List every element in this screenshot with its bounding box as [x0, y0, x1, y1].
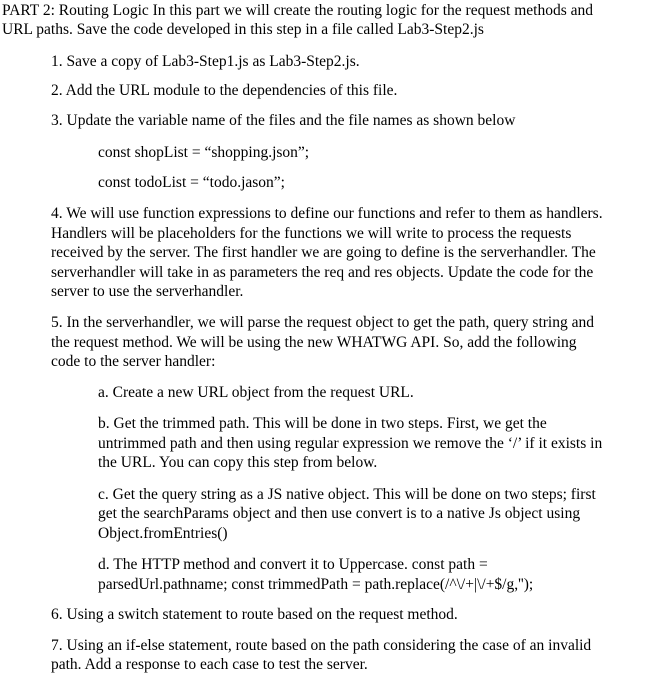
- step-4-line: Handlers will be placeholders for the functions we will write to process the requests: [51, 225, 572, 242]
- substep-b-line: untrimmed path and then using regular expression we remove the ‘/’ if it exists in: [98, 435, 603, 452]
- step-4-line: serverhandler will take in as parameters the req and res objects. Update the code for the: [51, 264, 594, 281]
- step-5-line: the request method. We will be using the new WHATWG API. So, add the following: [51, 334, 577, 351]
- substep-c-line: c. Get the query string as a JS native object. This will be done on two steps; first: [98, 486, 596, 503]
- code-line-shoplist: const shopList = “shopping.json”;: [98, 144, 310, 161]
- intro-line: URL paths. Save the code developed in this step in a file called Lab3-Step2.js: [2, 21, 484, 38]
- step-3: 3. Update the variable name of the files and the file names as shown below: [51, 112, 516, 129]
- intro-line: PART 2: Routing Logic In this part we will create the routing logic for the request methods and: [2, 2, 593, 19]
- step-1: 1. Save a copy of Lab3-Step1.js as Lab3-Step2.js.: [51, 53, 360, 70]
- substep-c-line: Object.fromEntries(): [98, 525, 228, 542]
- step-5-line: code to the server handler:: [51, 353, 216, 370]
- substep-c-line: get the searchParams object and then use convert is to a native Js object using: [98, 505, 581, 522]
- substep-d-line: parsedUrl.pathname; const trimmedPath = path.replace(/^\/+|\/+$/g,'');: [98, 576, 534, 593]
- substep-b-line: b. Get the trimmed path. This will be done in two steps. First, we get the: [98, 415, 547, 432]
- step-2: 2. Add the URL module to the dependencies of this file.: [51, 82, 398, 99]
- step-4-line: server to use the serverhandler.: [51, 283, 244, 300]
- step-7-line: path. Add a response to each case to test the server.: [51, 656, 368, 673]
- step-5-line: 5. In the serverhandler, we will parse the request object to get the path, query string and: [51, 314, 594, 331]
- substep-d-line: d. The HTTP method and convert it to Uppercase. const path =: [98, 556, 488, 573]
- code-line-todolist: const todoList = “todo.jason”;: [98, 174, 285, 191]
- substep-b-line: the URL. You can copy this step from below.: [98, 454, 378, 471]
- step-4-line: 4. We will use function expressions to define our functions and refer to them as handlers.: [51, 205, 603, 222]
- substep-a: a. Create a new URL object from the request URL.: [98, 384, 414, 401]
- step-6: 6. Using a switch statement to route based on the request method.: [51, 606, 458, 623]
- step-4-line: received by the server. The first handler we are going to define is the serverhandler. The: [51, 244, 596, 261]
- step-7-line: 7. Using an if-else statement, route based on the path considering the case of an invalid: [51, 637, 592, 654]
